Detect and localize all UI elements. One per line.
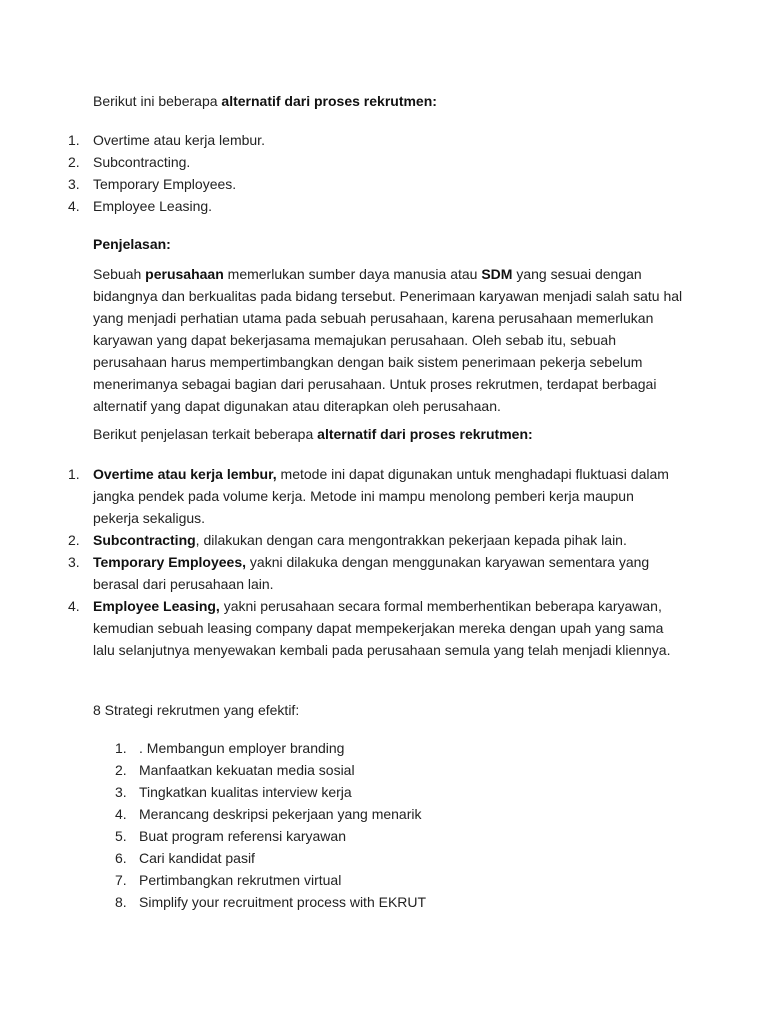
- strategy-item: [0, 781, 699, 803]
- list-item-text: Employee Leasing.: [93, 198, 213, 214]
- intro-text: Berikut ini beberapa: [93, 93, 222, 109]
- detail-description: yakni perusahaan secara formal memberhentikan beberapa karyawan, kemudian sebuah leasing company dapat mempekerjakan mereka dengan upah yang sama lalu selanjutnya menyewakan kembali pada perusahaan semula yang telah menjadi kliennya.: [93, 598, 671, 658]
- list-number: 3.: [68, 176, 80, 192]
- intro-bold-text: alternatif dari proses rekrutmen:: [221, 93, 437, 109]
- list-number: 4.: [68, 598, 80, 614]
- detail-term: Overtime atau kerja lembur,: [93, 466, 277, 482]
- list-number: 4.: [115, 806, 127, 822]
- strategy-text: Manfaatkan kekuatan media sosial: [139, 762, 355, 778]
- list-number: 2.: [68, 154, 80, 170]
- list-number: 2.: [68, 532, 80, 548]
- intro-paragraph: [93, 90, 683, 112]
- strategy-text: Buat program referensi karyawan: [139, 828, 346, 844]
- explanation-text: memerlukan sumber daya manusia atau: [223, 266, 482, 282]
- detail-item: [0, 595, 683, 661]
- explanation-text: Sebuah: [93, 266, 146, 282]
- strategies-list: [0, 737, 768, 913]
- list-number: 7.: [115, 872, 127, 888]
- explanation-bold-sdm: SDM: [481, 266, 513, 282]
- list-number: 8.: [115, 894, 127, 910]
- strategy-item: [0, 869, 699, 891]
- strategy-text: Cari kandidat pasif: [139, 850, 255, 866]
- strategy-text: Merancang deskripsi pekerjaan yang menarik: [139, 806, 422, 822]
- strategy-text: Tingkatkan kualitas interview kerja: [139, 784, 352, 800]
- list-item: [0, 129, 683, 151]
- detail-description: , dilakukan dengan cara mengontrakkan pekerjaan kepada pihak lain.: [195, 532, 627, 548]
- strategy-heading: 8 Strategi rekrutmen yang efektif:: [93, 702, 300, 718]
- list-item-text: Subcontracting.: [93, 154, 191, 170]
- explanation-text: yang sesuai dengan bidangnya dan berkualitas pada bidang tersebut. Penerimaan karyawan menjadi salah satu hal yang menjadi perhatian utama pada sebuah perusahaan, karena perusahaan memerlukan karyawan yang dapat bekerjasama memajukan perusahaan. Oleh sebab itu, sebuah perusahaan harus mempertimbangkan dengan baik sistem penerimaan pekerja sebelum menerimanya sebagai bagian dari perusahaan. Untuk proses rekrutmen, terdapat berbagai alternatif yang dapat digunakan atau diterapkan oleh perusahaan.: [93, 266, 683, 414]
- details-list: [0, 463, 768, 661]
- intro2-text: Berikut penjelasan terkait beberapa: [93, 426, 318, 442]
- strategy-heading-paragraph: [93, 699, 683, 721]
- list-number: 5.: [115, 828, 127, 844]
- list-item: [0, 173, 683, 195]
- detail-description: metode ini dapat digunakan untuk menghadapi fluktuasi dalam jangka pendek pada volume kerja. Metode ini mampu menolong pemberi kerja maupun pekerja sekaligus.: [93, 466, 669, 526]
- explanation-bold-perusahaan: perusahaan: [145, 266, 224, 282]
- detail-description: yakni dilakuka dengan menggunakan karyawan sementara yang berasal dari perusahaan lain.: [93, 554, 650, 592]
- strategy-item: [0, 825, 699, 847]
- list-number: 1.: [68, 132, 80, 148]
- strategy-text: Pertimbangkan rekrutmen virtual: [139, 872, 342, 888]
- detail-item: [0, 551, 683, 595]
- list-item-text: Overtime atau kerja lembur.: [93, 132, 265, 148]
- penjelasan-heading-paragraph: [93, 233, 683, 255]
- strategy-text: Simplify your recruitment process with EKRUT: [139, 894, 427, 910]
- list-number: 2.: [115, 762, 127, 778]
- strategy-item: [0, 759, 699, 781]
- list-item: [0, 195, 683, 217]
- strategy-item: [0, 891, 699, 913]
- detail-term: Employee Leasing,: [93, 598, 220, 614]
- strategy-item: [0, 847, 699, 869]
- strategy-item: [0, 737, 699, 759]
- list-number: 4.: [68, 198, 80, 214]
- list-number: 1.: [115, 740, 127, 756]
- detail-term: Subcontracting: [93, 532, 196, 548]
- intro2-paragraph: [93, 423, 683, 445]
- list-item-text: Temporary Employees.: [93, 176, 237, 192]
- strategy-item: [0, 803, 699, 825]
- intro2-bold-text: alternatif dari proses rekrutmen:: [317, 426, 533, 442]
- detail-term: Temporary Employees,: [93, 554, 247, 570]
- detail-item: [0, 463, 683, 529]
- penjelasan-heading: Penjelasan:: [93, 236, 171, 252]
- list-number: 3.: [115, 784, 127, 800]
- detail-item: [0, 529, 683, 551]
- explanation-paragraph: [93, 263, 683, 417]
- strategy-text: . Membangun employer branding: [139, 740, 345, 756]
- list-number: 3.: [68, 554, 80, 570]
- alternatives-list: [0, 129, 768, 217]
- list-item: [0, 151, 683, 173]
- list-number: 6.: [115, 850, 127, 866]
- list-number: 1.: [68, 466, 80, 482]
